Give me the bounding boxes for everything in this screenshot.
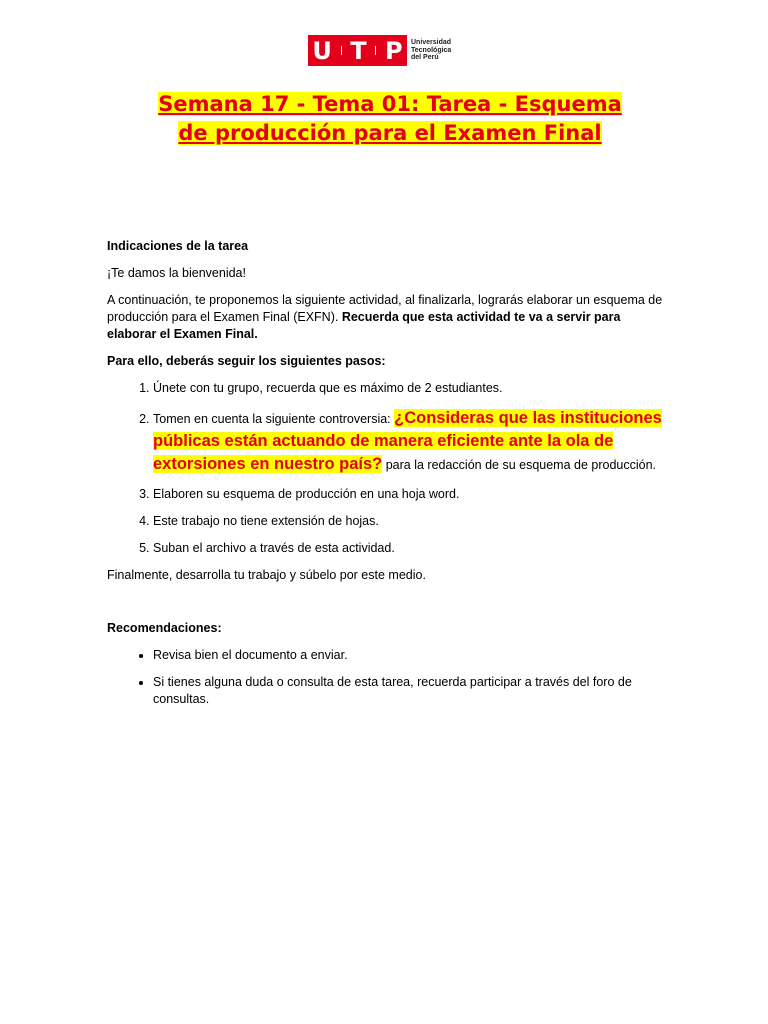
- logo-letter-u: U: [312, 36, 332, 65]
- logo-letter-p: P: [385, 36, 403, 65]
- utp-logo-mark: [308, 35, 407, 66]
- intro-paragraph: [107, 292, 667, 343]
- title-line-2: de producción para el Examen Final: [178, 121, 602, 145]
- logo-letter-t: T: [350, 36, 367, 65]
- utp-logo: [308, 35, 451, 66]
- step-item: [153, 407, 667, 476]
- welcome-text: ¡Te damos la bienvenida!: [107, 266, 246, 280]
- logo-wordmark: [411, 39, 451, 62]
- indicaciones-heading: Indicaciones de la tarea: [107, 239, 249, 253]
- page-title: [100, 90, 680, 148]
- recomendacion-item: • Si tienes alguna duda o consulta de esta tarea, recuerda participar a través del foro de consultas.: [153, 674, 667, 708]
- step-item: 1. Únete con tu grupo, recuerda que es máximo de 2 estudiantes.: [153, 380, 667, 397]
- steps-heading: Para ello, deberás seguir los siguientes pasos:: [107, 354, 386, 368]
- step-2-suffix: para la redacción de su esquema de producción.: [382, 458, 657, 472]
- controversy-question: ¿Consideras que las instituciones públicas están actuando de manera eficiente ante la ola de extorsiones en nuestro país?: [153, 409, 662, 473]
- step-item: 3. Elaboren su esquema de producción en una hoja word.: [153, 486, 667, 503]
- intro-bold: Recuerda que esta actividad te va a servir para elaborar el Examen Final.: [107, 310, 621, 341]
- recomendaciones-heading: Recomendaciones:: [107, 621, 222, 635]
- step-item: 4. Este trabajo no tiene extensión de hojas.: [153, 513, 667, 530]
- final-text: Finalmente, desarrolla tu trabajo y súbelo por este medio.: [107, 568, 426, 582]
- logo-line-1: Universidad: [411, 39, 452, 47]
- logo-line-2: Tecnológica: [411, 46, 452, 54]
- recomendaciones-list: [107, 647, 667, 708]
- steps-list: [107, 380, 667, 557]
- document-body: [107, 238, 667, 718]
- title-line-1: Semana 17 - Tema 01: Tarea - Esquema: [158, 92, 622, 116]
- step-item: 5. Suban el archivo a través de esta actividad.: [153, 540, 667, 557]
- logo-line-3: del Perú: [411, 54, 439, 62]
- intro-text: A continuación, te proponemos la siguiente actividad, al finalizarla, lograrás elaborar un esquema de producción para el Examen Final (EXFN).: [107, 293, 663, 324]
- recomendacion-item: • Revisa bien el documento a enviar.: [153, 647, 667, 664]
- step-2-prefix: Tomen en cuenta la siguiente controversia:: [153, 412, 395, 426]
